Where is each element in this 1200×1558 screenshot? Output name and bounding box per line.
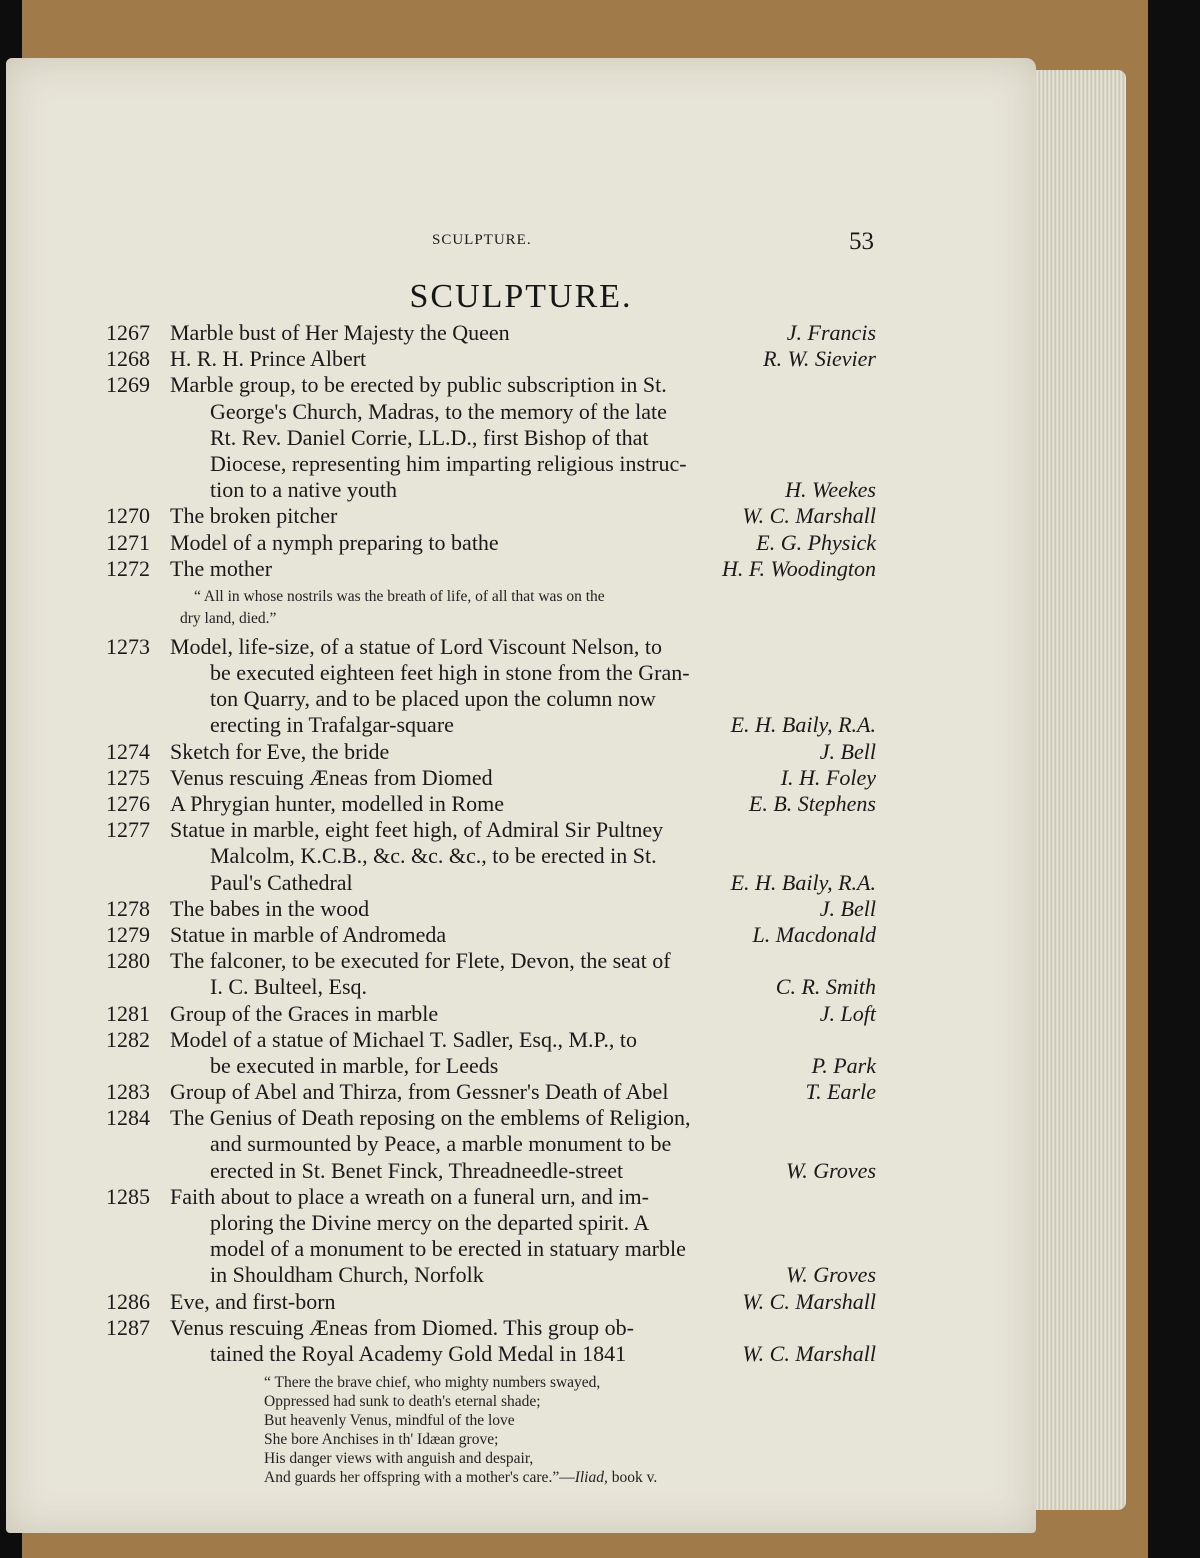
entry-number: 1270	[106, 503, 150, 529]
entry-description: Eve, and first-born	[170, 1288, 336, 1314]
entry-artist: E. H. Baily, R.A.	[727, 712, 876, 738]
entry-continuation	[106, 712, 876, 738]
entry-1285	[106, 1184, 876, 1210]
book-page	[6, 58, 1036, 1533]
entry-number: 1273	[106, 633, 150, 659]
entry-number: 1287	[106, 1314, 150, 1340]
entry-description: George's Church, Madras, to the memory of the late	[210, 398, 667, 424]
entry-description: Malcolm, K.C.B., &c. &c. &c., to be erected in St.	[210, 843, 657, 869]
entry-description: erected in St. Benet Finck, Threadneedle-street	[210, 1157, 624, 1183]
entry-continuation	[106, 974, 876, 1000]
verse-line: His danger views with anguish and despair,	[264, 1450, 534, 1468]
entry-description: Venus rescuing Æneas from Diomed	[170, 764, 493, 790]
entry-1281	[106, 1001, 876, 1027]
entry-description: Marble group, to be erected by public subscription in St.	[170, 372, 667, 398]
entry-description: ploring the Divine mercy on the departed spirit. A	[210, 1210, 650, 1235]
entry-artist: H. F. Woodington	[718, 556, 876, 582]
entry-artist: J. Loft	[816, 1001, 876, 1027]
entry-continuation	[106, 399, 876, 425]
entry-description: Sketch for Eve, the bride	[170, 738, 390, 764]
entry-number: 1274	[106, 738, 150, 764]
entry-description: tion to a native youth	[210, 477, 397, 503]
entry-description: Statue in marble, eight feet high, of Admiral Sir Pultney	[170, 817, 664, 843]
entry-1286	[106, 1289, 876, 1315]
entry-1269	[106, 372, 876, 398]
entry-number: 1282	[106, 1026, 150, 1052]
entry-1280	[106, 948, 876, 974]
entry-description: Group of the Graces in marble	[170, 1000, 439, 1026]
entry-description: Model, life-size, of a statue of Lord Viscount Nelson, to	[170, 633, 662, 659]
entry-description: erecting in Trafalgar-square	[210, 712, 454, 738]
entry-artist: J. Bell	[816, 739, 876, 765]
entry-number: 1284	[106, 1105, 150, 1131]
entry-description: Paul's Cathedral	[210, 869, 353, 895]
entry-artist: P. Park	[808, 1053, 876, 1079]
entry-artist: W. C. Marshall	[738, 1289, 876, 1315]
entry-1274	[106, 739, 876, 765]
running-head: SCULPTURE.	[432, 232, 532, 248]
entry-1283	[106, 1079, 876, 1105]
entry-artist: W. Groves	[782, 1158, 876, 1184]
page-number: 53	[849, 228, 874, 255]
entry-artist: R. W. Sievier	[759, 346, 876, 372]
entry-1267	[106, 320, 876, 346]
entry-artist: H. Weekes	[781, 477, 876, 503]
entry-number: 1280	[106, 948, 150, 974]
verse-line: She bore Anchises in th' Idæan grove;	[264, 1431, 499, 1449]
entry-number: 1283	[106, 1079, 150, 1105]
entry-continuation	[106, 686, 876, 712]
background-right	[1148, 0, 1200, 1558]
entry-description: Group of Abel and Thirza, from Gessner's Death of Abel	[170, 1079, 669, 1105]
entry-1276	[106, 791, 876, 817]
entry-1277	[106, 817, 876, 843]
entry-artist: W. Groves	[782, 1262, 876, 1288]
entry-list	[106, 320, 876, 1487]
entry-description: model of a monument to be erected in statuary marble	[210, 1236, 686, 1262]
entry-description: H. R. H. Prince Albert	[170, 346, 367, 372]
entry-1287	[106, 1315, 876, 1341]
entry-1268	[106, 346, 876, 372]
entry-artist: W. C. Marshall	[738, 1341, 876, 1367]
entry-1282	[106, 1027, 876, 1053]
verse-line	[264, 1468, 876, 1487]
entry-description: Diocese, representing him imparting religious instruc-	[210, 450, 687, 476]
entry-continuation	[106, 1341, 876, 1367]
entry-number: 1271	[106, 529, 150, 555]
entry-1271	[106, 530, 876, 556]
quotation-line: dry land, died.”	[180, 609, 277, 627]
entry-1275	[106, 765, 876, 791]
entry-artist: E. H. Baily, R.A.	[727, 870, 876, 896]
entry-artist: I. H. Foley	[777, 765, 876, 791]
entry-description: Model of a nymph preparing to bathe	[170, 529, 499, 555]
entry-description: The babes in the wood	[170, 895, 370, 921]
entry-number: 1286	[106, 1288, 150, 1314]
entry-description: The mother	[170, 555, 273, 581]
entry-continuation	[106, 843, 876, 869]
verse-line: “ There the brave chief, who mighty numbers swayed,	[264, 1374, 601, 1392]
page-edges	[1024, 70, 1126, 1510]
verse-quotation	[106, 1373, 876, 1487]
entry-continuation	[106, 1053, 876, 1079]
entry-description: ton Quarry, and to be placed upon the column now	[210, 686, 656, 712]
entry-number: 1275	[106, 764, 150, 790]
entry-description: Venus rescuing Æneas from Diomed. This group ob-	[170, 1314, 634, 1340]
entry-number: 1272	[106, 555, 150, 581]
entry-continuation	[106, 1131, 876, 1157]
entry-description: Rt. Rev. Daniel Corrie, LL.D., first Bishop of that	[210, 424, 649, 450]
entry-artist: E. G. Physick	[752, 530, 876, 556]
entry-artist: J. Bell	[816, 896, 876, 922]
verse-line: But heavenly Venus, mindful of the love	[264, 1412, 515, 1430]
entry-number: 1281	[106, 1000, 150, 1026]
entry-continuation	[106, 425, 876, 451]
entry-number: 1276	[106, 791, 150, 816]
entry-artist: W. C. Marshall	[738, 503, 876, 529]
entry-artist: J. Francis	[783, 320, 876, 346]
page-title: SCULPTURE.	[409, 278, 633, 315]
entry-artist: E. B. Stephens	[745, 791, 876, 817]
entry-continuation	[106, 477, 876, 503]
entry-continuation	[106, 660, 876, 686]
entry-description: Statue in marble of Andromeda	[170, 921, 447, 947]
entry-number: 1277	[106, 817, 150, 843]
entry-continuation	[106, 1158, 876, 1184]
entry-description: and surmounted by Peace, a marble monument to be	[210, 1131, 672, 1157]
entry-description: be executed eighteen feet high in stone from the Gran-	[210, 660, 690, 686]
entry-description: tained the Royal Academy Gold Medal in 1841	[210, 1340, 627, 1366]
entry-description: Faith about to place a wreath on a funeral urn, and im-	[170, 1183, 649, 1209]
quotation	[106, 586, 876, 630]
entry-continuation	[106, 1262, 876, 1288]
entry-description: in Shouldham Church, Norfolk	[210, 1262, 484, 1288]
entry-number: 1269	[106, 372, 150, 398]
entry-continuation	[106, 451, 876, 477]
entry-description: The falconer, to be executed for Flete, Devon, the seat of	[170, 948, 671, 974]
quotation-line: “ All in whose nostrils was the breath of life, of all that was on the	[194, 587, 605, 605]
entry-1279	[106, 922, 876, 948]
entry-artist: L. Macdonald	[749, 922, 876, 948]
entry-1272	[106, 556, 876, 582]
entry-description: The Genius of Death reposing on the emblems of Religion,	[170, 1105, 691, 1131]
entry-description: Marble bust of Her Majesty the Queen	[170, 320, 510, 345]
entry-number: 1278	[106, 895, 150, 921]
entry-continuation	[106, 870, 876, 896]
entry-number: 1267	[106, 320, 150, 345]
verse-line: Oppressed had sunk to death's eternal shade;	[264, 1393, 541, 1411]
entry-description: A Phrygian hunter, modelled in Rome	[170, 791, 504, 816]
entry-description: be executed in marble, for Leeds	[210, 1052, 499, 1078]
entry-description: Model of a statue of Michael T. Sadler, Esq., M.P., to	[170, 1026, 637, 1052]
entry-1273	[106, 634, 876, 660]
verse-text: And guards her offspring with a mother's care.”—	[264, 1469, 575, 1487]
verse-source: Iliad,	[574, 1469, 608, 1487]
entry-artist: C. R. Smith	[772, 974, 876, 1000]
entry-artist: T. Earle	[802, 1079, 876, 1105]
entry-1270	[106, 503, 876, 529]
entry-continuation	[106, 1236, 876, 1262]
entry-number: 1279	[106, 921, 150, 947]
entry-1278	[106, 896, 876, 922]
entry-number: 1268	[106, 346, 150, 372]
entry-1284	[106, 1105, 876, 1131]
entry-continuation	[106, 1210, 876, 1236]
entry-description: I. C. Bulteel, Esq.	[210, 974, 368, 1000]
entry-description: The broken pitcher	[170, 503, 338, 529]
entry-number: 1285	[106, 1183, 150, 1209]
verse-book: book v.	[607, 1469, 658, 1487]
